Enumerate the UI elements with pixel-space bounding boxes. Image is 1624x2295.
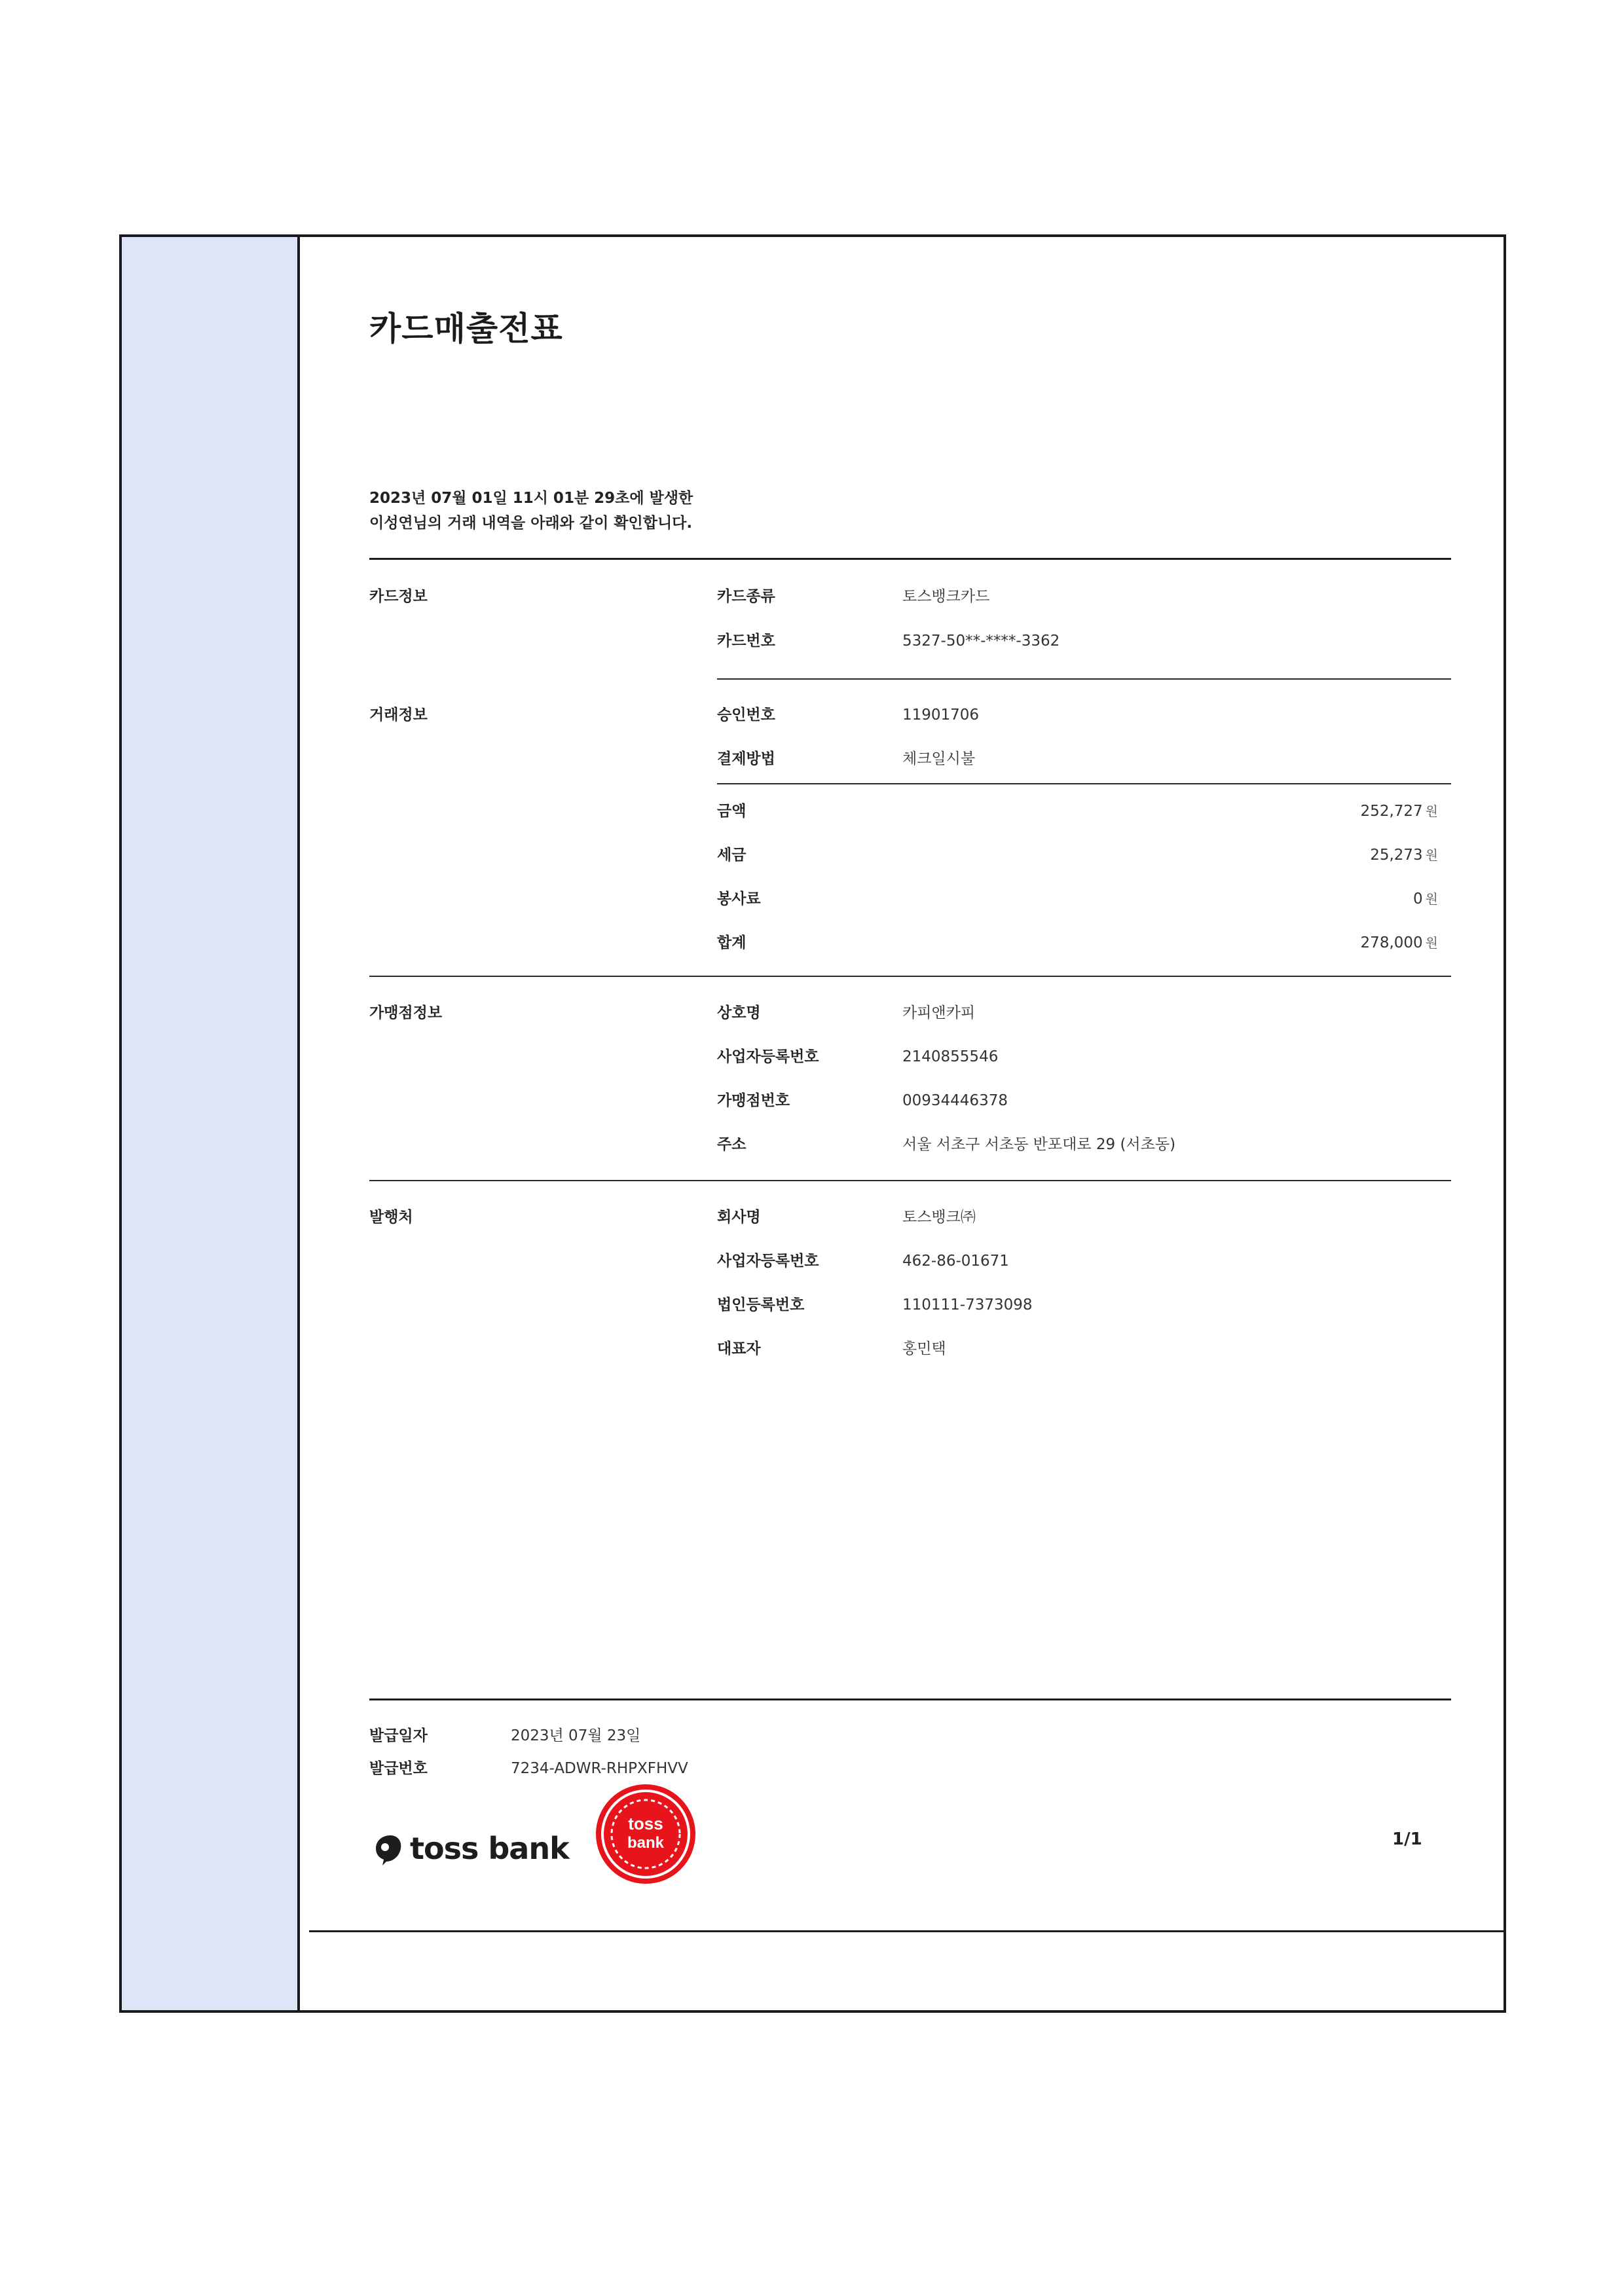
merchant-name-value: 카피앤카피 [902,1004,976,1021]
page-number: 1/1 [1392,1829,1422,1849]
service-fee-value [1413,889,1438,909]
footer-divider [369,1698,1451,1700]
issuer-company-label: 회사명 [717,1209,761,1226]
logo-text: toss bank [410,1831,569,1866]
payment-method-label: 결제방법 [717,750,775,767]
issuer-bizno-label: 사업자등록번호 [717,1253,819,1270]
issuer-corpno-label: 법인등록번호 [717,1296,805,1313]
intro-line-2: 이성연님의 거래 내역을 아래와 같이 확인합니다. [369,515,693,532]
card-number-label: 카드번호 [717,633,775,650]
merchant-number-label: 가맹점번호 [717,1092,790,1109]
issuer-ceo-value: 홍민택 [902,1340,946,1357]
currency-unit: 원 [1425,891,1438,907]
merchant-bizno-value: 2140855546 [902,1048,999,1065]
issuer-bizno-value: 462-86-01671 [902,1253,1009,1270]
card-type-value: 토스뱅크카드 [902,588,990,605]
left-sidebar [122,237,300,2010]
merchant-address-label: 주소 [717,1136,747,1153]
currency-unit: 원 [1425,935,1438,951]
bottom-divider [309,1930,1506,1932]
transaction-info-heading: 거래정보 [369,707,428,724]
intro-line-1: 2023년 07월 01일 11시 01분 29초에 발생한 [369,490,693,507]
merchant-number-value: 00934446378 [902,1092,1008,1109]
amount-label: 금액 [717,803,747,820]
intro-text [369,486,693,536]
card-info-heading: 카드정보 [369,588,428,605]
document-frame [119,234,1506,2013]
total-label: 합계 [717,934,747,951]
section-divider [369,1180,1451,1181]
issuer-ceo-label: 대표자 [717,1340,761,1357]
tax-number: 25,273 [1370,847,1423,864]
subsection-divider [717,678,1451,680]
company-seal-stamp [593,1781,699,1887]
issue-date-value: 2023년 07월 23일 [511,1727,641,1744]
issue-number-value: 7234-ADWR-RHPXFHVV [511,1760,688,1777]
approval-number-value: 11901706 [902,707,980,724]
card-number-value: 5327-50**-****-3362 [902,633,1060,650]
svg-text:toss: toss [628,1814,663,1833]
merchant-address-value: 서울 서초구 서초동 반포대로 29 (서초동) [902,1136,1176,1153]
service-fee-number: 0 [1413,890,1423,908]
total-number: 278,000 [1360,934,1423,951]
amount-value [1361,801,1438,821]
issue-date-label: 발급일자 [369,1727,428,1744]
currency-unit: 원 [1425,803,1438,819]
toss-bank-logo [369,1827,569,1870]
document-title: 카드매출전표 [369,310,563,348]
merchant-name-label: 상호명 [717,1004,761,1021]
merchant-bizno-label: 사업자등록번호 [717,1048,819,1065]
service-fee-label: 봉사료 [717,890,761,908]
approval-number-label: 승인번호 [717,707,775,724]
issue-number-label: 발급번호 [369,1760,428,1777]
issuer-company-value: 토스뱅크㈜ [902,1209,976,1226]
tax-label: 세금 [717,847,747,864]
payment-method-value: 체크일시불 [902,750,976,767]
toss-logo-icon [369,1830,406,1867]
total-value [1361,933,1438,953]
issuer-corpno-value: 110111-7373098 [902,1296,1033,1313]
section-divider [369,558,1451,560]
issuer-heading: 발행처 [369,1209,413,1226]
subsection-divider [717,783,1451,784]
section-divider [369,976,1451,977]
tax-value [1370,845,1438,865]
svg-text:bank: bank [627,1834,665,1852]
merchant-info-heading: 가맹점정보 [369,1004,443,1021]
currency-unit: 원 [1425,847,1438,863]
amount-number: 252,727 [1360,803,1423,820]
card-type-label: 카드종류 [717,588,775,605]
